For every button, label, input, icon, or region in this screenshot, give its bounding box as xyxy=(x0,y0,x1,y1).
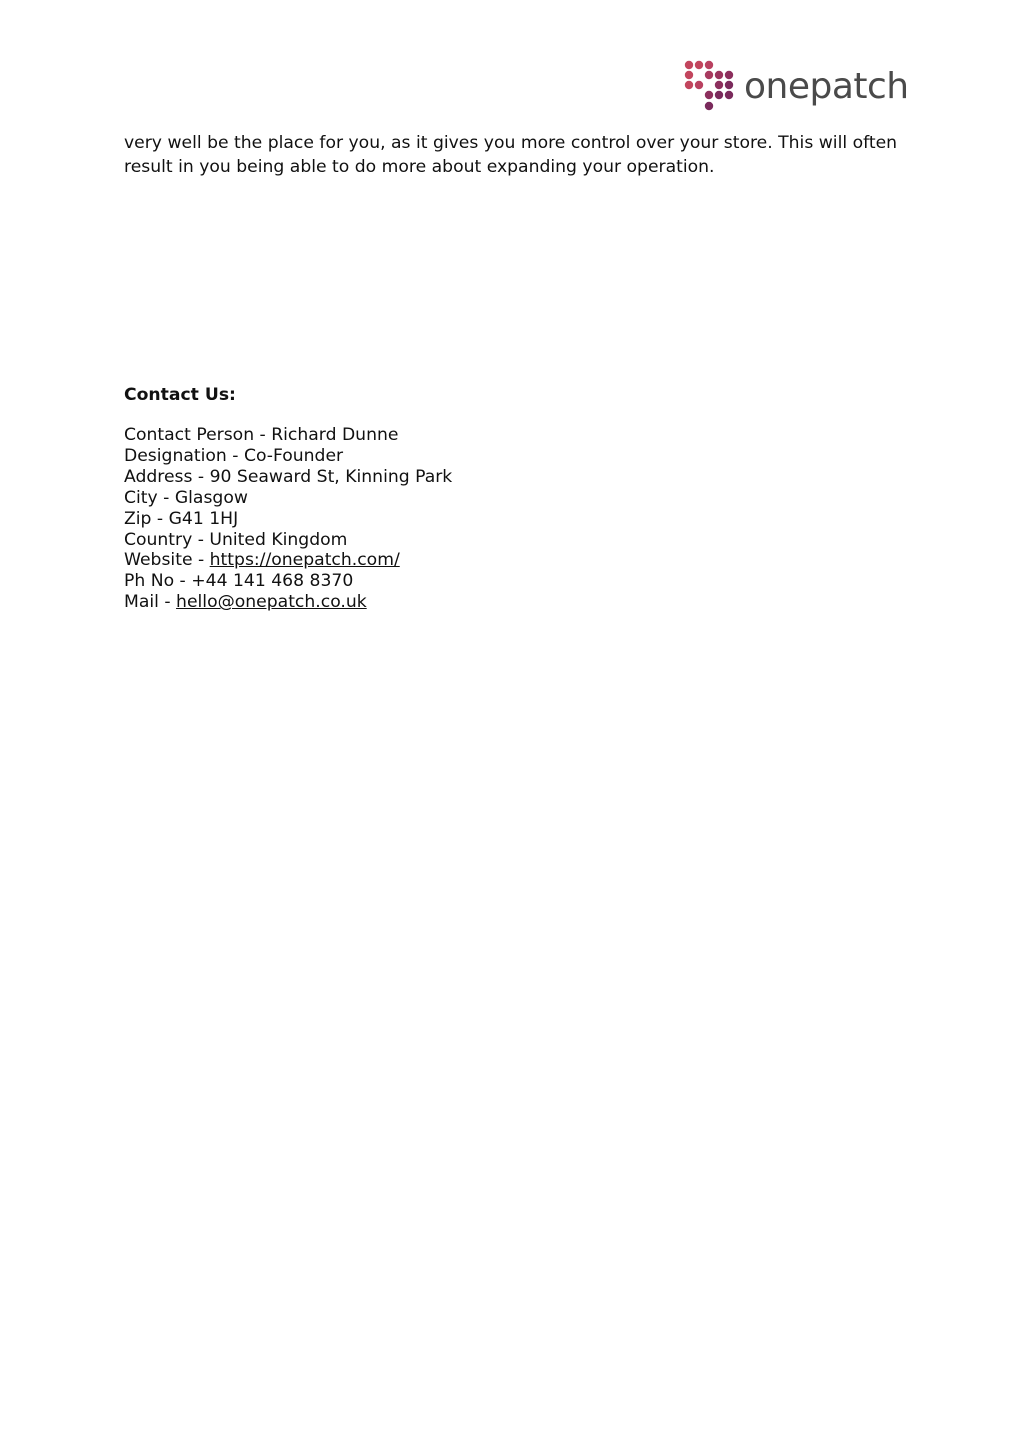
city-value: Glasgow xyxy=(174,487,248,508)
address-label: Address - xyxy=(124,466,210,487)
mail-line xyxy=(124,592,452,613)
phone-line xyxy=(124,571,452,592)
mail-label: Mail - xyxy=(124,592,177,613)
website-line xyxy=(124,550,452,571)
country-value: United Kingdom xyxy=(209,529,348,550)
phone-label: Ph No - xyxy=(124,571,192,592)
onepatch-logo xyxy=(684,60,909,116)
logo-dots-icon xyxy=(684,60,742,116)
contact-person-line xyxy=(124,425,452,446)
country-label: Country - xyxy=(124,529,210,550)
contact-details xyxy=(124,425,452,613)
zip-line xyxy=(124,509,452,530)
contact-heading: Contact Us: xyxy=(124,385,236,405)
designation-value: Co-Founder xyxy=(243,445,344,466)
zip-value: G41 1HJ xyxy=(168,508,239,529)
body-paragraph: very well be the place for you, as it gives you more control over your store. This will often result in you being able to do more about expanding your operation. xyxy=(124,133,898,177)
contact-person-label: Contact Person - xyxy=(124,425,272,445)
phone-value: +44 141 468 8370 xyxy=(191,571,354,592)
city-label: City - xyxy=(124,487,175,508)
address-value: 90 Seaward St, Kinning Park xyxy=(209,466,453,487)
designation-line xyxy=(124,446,452,467)
city-line xyxy=(124,488,452,509)
zip-label: Zip - xyxy=(124,508,169,529)
logo-wordmark: onepatch xyxy=(744,66,909,107)
website-label: Website - xyxy=(124,550,210,571)
contact-person-value: Richard Dunne xyxy=(271,425,399,445)
country-line xyxy=(124,530,452,551)
designation-label: Designation - xyxy=(124,445,244,466)
website-link[interactable]: https://onepatch.com/ xyxy=(209,550,400,571)
mail-link[interactable]: hello@onepatch.co.uk xyxy=(176,592,367,613)
address-line xyxy=(124,467,452,488)
